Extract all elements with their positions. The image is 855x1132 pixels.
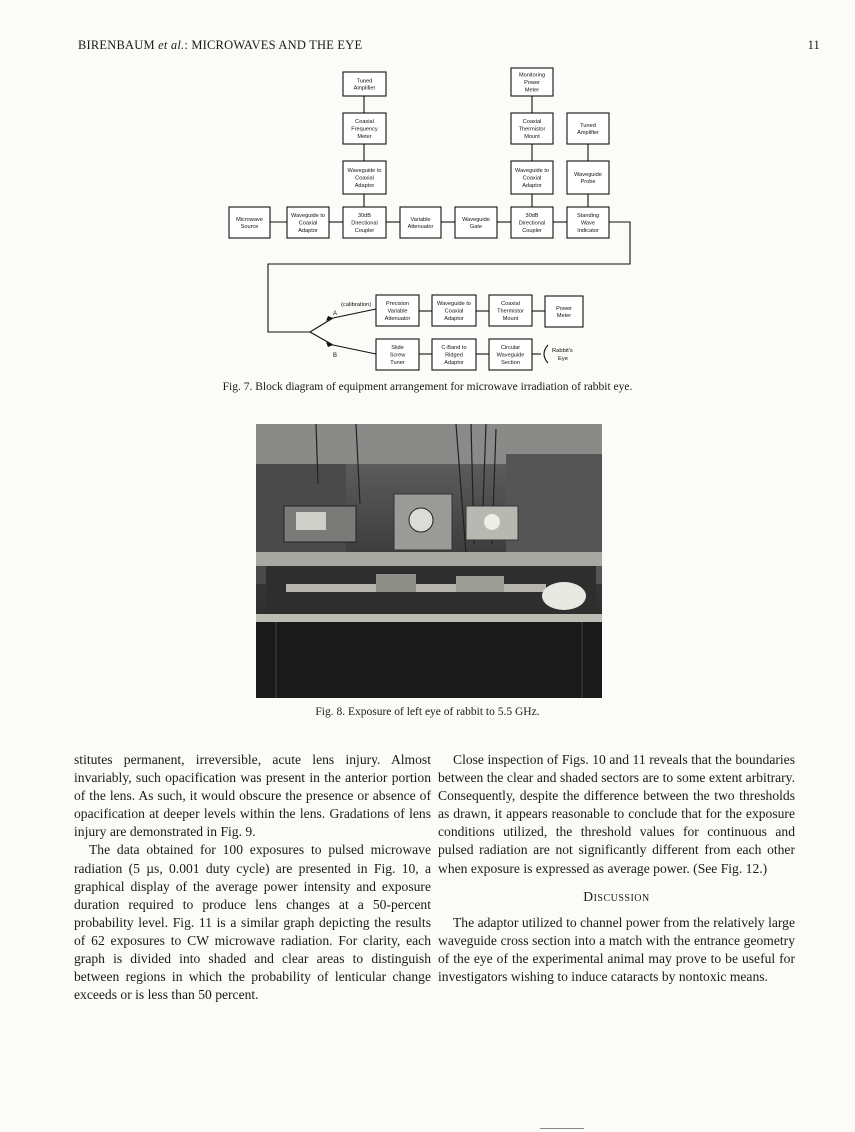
box-label-coax-freq-meter-2: Meter	[357, 133, 372, 140]
box-label-cband-ridged-2: Adaptor	[444, 359, 464, 366]
box-label-wg-coax-1-1: Coaxial	[355, 175, 374, 182]
box-label-coax-freq-meter-1: Frequency	[351, 126, 378, 133]
equipment-photograph	[256, 424, 602, 698]
box-label-dir-coupler-1-1: Directional	[351, 220, 378, 227]
box-label-mon-power-meter-0: Monitoring	[518, 72, 546, 79]
box-label-wg-gate-0: Waveguide	[462, 216, 490, 223]
fig8-caption: Fig. 8. Exposure of left eye of rabbit to 5.5 GHz.	[315, 706, 540, 718]
box-label-wg-coax-4-1: Coaxial	[444, 308, 464, 315]
box-label-dir-coupler-2-0: 30dB	[525, 213, 539, 220]
box-label-dir-coupler-1-0: 30dB	[357, 213, 372, 220]
box-label-dir-coupler-1-2: Coupler	[354, 227, 375, 234]
box-label-wg-probe-0: Waveguide	[574, 171, 602, 178]
branch-b-label: B	[333, 353, 338, 359]
section-heading-discussion: Discussion	[583, 888, 650, 904]
box-label-dir-coupler-2-1: Directional	[518, 220, 546, 227]
fig7-caption: Fig. 7. Block diagram of equipment arrangement for microwave irradiation of rabbit eye.	[222, 381, 633, 393]
box-label-slide-screw-0: Slide	[391, 345, 404, 352]
box-label-slide-screw-1: Screw	[389, 352, 406, 359]
box-label-wg-coax-4-0: Waveguide to	[437, 301, 471, 308]
box-label-cband-ridged-1: Ridged	[445, 352, 463, 359]
box-label-microwave-source-0: Microwave	[236, 216, 263, 223]
box-label-wg-coax-4-2: Adaptor	[444, 315, 464, 322]
calibration-label: (calibration)	[341, 302, 372, 308]
box-label-var-atten-0: Variable	[410, 216, 431, 223]
box-label-wg-coax-3-0: Waveguide to	[515, 168, 549, 175]
box-label-wg-coax-3-2: Adaptor	[522, 182, 542, 189]
box-label-mon-power-meter-2: Meter	[524, 87, 540, 94]
right-column	[438, 751, 795, 986]
right-paragraph-1: Close inspection of Figs. 10 and 11 reveals that the boundaries between the clear and shaded sectors are to some extent arbitrary. Consequently, despite the difference between the two thresholds as drawn, it appears reasonable to conclude that for the exposure conditions utilized, the threshold values for continuous and pulsed radiation are not significantly different from each other when exposure is expressed as average power. (See Fig. 12.)	[438, 752, 795, 876]
page-number: 11	[807, 38, 820, 52]
rabbit-eye-label-1: Rabbit's	[552, 348, 573, 354]
box-label-tuned-amp-1-0: Tuned	[356, 78, 373, 85]
box-label-circ-wg-0: Circular	[500, 345, 521, 352]
box-label-microwave-source-1: Source	[240, 224, 259, 231]
box-label-tuned-amp-2-0: Tuned	[580, 122, 596, 129]
box-label-coax-therm-2-1: Thermistor	[497, 308, 524, 315]
left-paragraph-1: stitutes permanent, irreversible, acute lens injury. Almost invariably, such opacification was present in the anterior portion of the lens. As such, it would obscure the presence or absence of opacification at deeper levels within the lens. Gradations of lens injury are demonstrated in Fig. 9.	[74, 752, 431, 840]
rabbit-eye-label-2: Eye	[558, 356, 568, 362]
box-label-coax-freq-meter-0: Coaxial	[355, 119, 374, 126]
box-label-prec-atten-2: Attenuator	[384, 315, 411, 322]
photo-illustration	[256, 424, 602, 698]
box-label-mon-power-meter-1: Power	[524, 80, 540, 86]
box-label-wg-coax-2-2: Adaptor	[298, 227, 318, 234]
left-paragraph-2: The data obtained for 100 exposures to pulsed microwave radiation (5 µs, 0.001 duty cycle) are presented in Fig. 10, a graphical display of the average power intensity and exposure duration required to produce lens changes at a 50-percent probability level. Fig. 11 is a similar graph depicting the results of 62 exposures to CW microwave radiation. For clarity, each graph is divided into shaded and clear areas to distinguish between regions in which the probability of lenticular change exceeds or is less than 50 percent.	[74, 842, 431, 1003]
box-label-tuned-amp-1-1: Amplifier	[353, 85, 376, 92]
box-label-prec-atten-0: Precision	[385, 301, 410, 308]
block-diagram-fig7	[0, 0, 855, 400]
box-label-coax-therm-1-0: Coaxial	[522, 119, 542, 126]
box-label-slide-screw-2: Tuner	[390, 359, 405, 366]
box-label-coax-therm-2-2: Mount	[502, 315, 519, 322]
left-column	[74, 751, 431, 1004]
box-label-prec-atten-1: Variable	[387, 308, 408, 315]
box-label-coax-therm-1-2: Mount	[524, 133, 540, 140]
box-label-swi-2: Indicator	[577, 227, 599, 234]
right-paragraph-2: The adaptor utilized to channel power from the relatively large waveguide cross section into a match with the entrance geometry of the eye of the experimental animal may prove to be useful for investigators wishing to induce cataracts by nontoxic means.	[438, 914, 795, 985]
box-label-wg-coax-2-0: Waveguide to	[291, 213, 325, 220]
box-label-var-atten-1: Attenuator	[407, 224, 434, 231]
box-label-dir-coupler-2-2: Coupler	[522, 227, 542, 234]
box-label-cband-ridged-0: C-Band to	[441, 345, 467, 352]
box-label-coax-therm-2-0: Coaxial	[501, 301, 520, 308]
footer-rule	[540, 1128, 584, 1129]
box-label-power-meter-1: Meter	[556, 313, 572, 320]
box-label-swi-0: Standing	[576, 213, 600, 220]
box-label-tuned-amp-2-1: Amplifier	[577, 130, 599, 137]
box-label-wg-gate-1: Gate	[469, 224, 483, 231]
box-label-wg-coax-2-1: Coaxial	[298, 220, 318, 227]
header-title: BIRENBAUM et al.: MICROWAVES AND THE EYE	[78, 38, 363, 52]
box-label-circ-wg-1: Waveguide	[496, 352, 525, 359]
box-label-power-meter-0: Power	[556, 305, 572, 312]
box-label-swi-1: Wave	[580, 220, 596, 227]
box-label-wg-coax-1-0: Waveguide to	[347, 168, 382, 175]
box-label-coax-therm-1-1: Thermistor	[518, 126, 546, 133]
box-label-wg-coax-3-1: Coaxial	[522, 175, 542, 182]
box-label-circ-wg-2: Section	[501, 359, 520, 366]
branch-a-label: A	[333, 311, 338, 317]
box-label-wg-coax-1-2: Adaptor	[354, 182, 375, 189]
box-label-wg-probe-1: Probe	[580, 179, 596, 186]
